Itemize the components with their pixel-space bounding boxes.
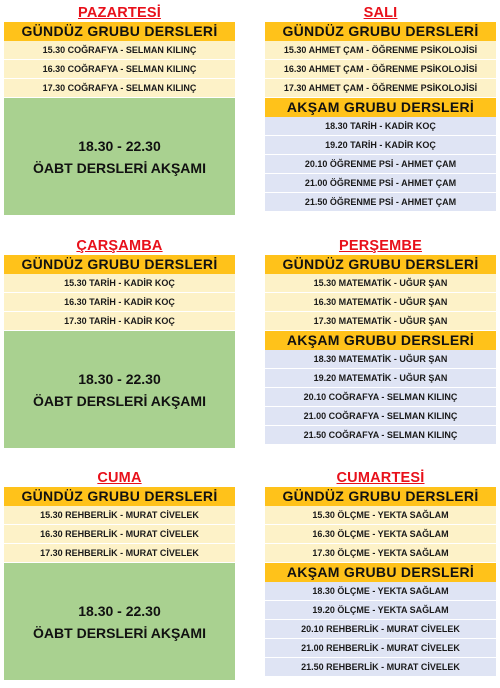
- evening-group-header: AKŞAM GRUBU DERSLERİ: [265, 563, 496, 582]
- lesson-row: 19.20 TARİH - KADİR KOÇ: [265, 136, 496, 155]
- lesson-row: 15.30 AHMET ÇAM - ÖĞRENME PSİKOLOJİSİ: [265, 41, 496, 60]
- lesson-row: 20.10 COĞRAFYA - SELMAN KILINÇ: [265, 388, 496, 407]
- day-block-cumartesi: [265, 470, 496, 677]
- lesson-row: 16.30 REHBERLİK - MURAT CİVELEK: [4, 525, 235, 544]
- lesson-row: 18.30 ÖLÇME - YEKTA SAĞLAM: [265, 582, 496, 601]
- oabt-evening-box: [4, 563, 235, 680]
- day-block-sali: [265, 5, 496, 212]
- day-title: PERŞEMBE: [339, 238, 422, 254]
- day-group-header: GÜNDÜZ GRUBU DERSLERİ: [4, 255, 235, 274]
- lesson-row: 17.30 MATEMATİK - UĞUR ŞAN: [265, 312, 496, 331]
- day-block-pazartesi: [4, 5, 235, 215]
- oabt-time: 18.30 - 22.30: [78, 370, 161, 387]
- oabt-name: ÖABT DERSLERİ AKŞAMI: [33, 159, 206, 176]
- oabt-name: ÖABT DERSLERİ AKŞAMI: [33, 392, 206, 409]
- lesson-row: 17.30 AHMET ÇAM - ÖĞRENME PSİKOLOJİSİ: [265, 79, 496, 98]
- day-title: PAZARTESİ: [78, 5, 161, 21]
- lesson-row: 16.30 MATEMATİK - UĞUR ŞAN: [265, 293, 496, 312]
- evening-group-header: AKŞAM GRUBU DERSLERİ: [265, 331, 496, 350]
- oabt-name: ÖABT DERSLERİ AKŞAMI: [33, 624, 206, 641]
- day-title: ÇARŞAMBA: [76, 238, 163, 254]
- oabt-time: 18.30 - 22.30: [78, 602, 161, 619]
- day-title: CUMARTESİ: [336, 470, 425, 486]
- lesson-row: 21.50 REHBERLİK - MURAT CİVELEK: [265, 658, 496, 677]
- lesson-row: 17.30 COĞRAFYA - SELMAN KILINÇ: [4, 79, 235, 98]
- lesson-row: 15.30 MATEMATİK - UĞUR ŞAN: [265, 274, 496, 293]
- lesson-row: 15.30 REHBERLİK - MURAT CİVELEK: [4, 506, 235, 525]
- lesson-row: 20.10 ÖĞRENME PSİ - AHMET ÇAM: [265, 155, 496, 174]
- evening-group-header: AKŞAM GRUBU DERSLERİ: [265, 98, 496, 117]
- lesson-row: 18.30 MATEMATİK - UĞUR ŞAN: [265, 350, 496, 369]
- lesson-row: 16.30 COĞRAFYA - SELMAN KILINÇ: [4, 60, 235, 79]
- day-group-header: GÜNDÜZ GRUBU DERSLERİ: [265, 22, 496, 41]
- lesson-row: 16.30 TARİH - KADİR KOÇ: [4, 293, 235, 312]
- day-block-cuma: [4, 470, 235, 680]
- lesson-row: 19.20 MATEMATİK - UĞUR ŞAN: [265, 369, 496, 388]
- lesson-row: 21.50 COĞRAFYA - SELMAN KILINÇ: [265, 426, 496, 445]
- day-block-carsamba: [4, 238, 235, 448]
- lesson-row: 17.30 TARİH - KADİR KOÇ: [4, 312, 235, 331]
- day-title: SALI: [363, 5, 398, 21]
- lesson-row: 16.30 ÖLÇME - YEKTA SAĞLAM: [265, 525, 496, 544]
- lesson-row: 18.30 TARİH - KADİR KOÇ: [265, 117, 496, 136]
- day-block-persembe: [265, 238, 496, 445]
- lesson-row: 21.50 ÖĞRENME PSİ - AHMET ÇAM: [265, 193, 496, 212]
- oabt-evening-box: [4, 331, 235, 448]
- lesson-row: 15.30 COĞRAFYA - SELMAN KILINÇ: [4, 41, 235, 60]
- day-group-header: GÜNDÜZ GRUBU DERSLERİ: [4, 487, 235, 506]
- lesson-row: 15.30 TARİH - KADİR KOÇ: [4, 274, 235, 293]
- day-group-header: GÜNDÜZ GRUBU DERSLERİ: [265, 255, 496, 274]
- day-title: CUMA: [97, 470, 142, 486]
- lesson-row: 21.00 REHBERLİK - MURAT CİVELEK: [265, 639, 496, 658]
- lesson-row: 17.30 ÖLÇME - YEKTA SAĞLAM: [265, 544, 496, 563]
- oabt-evening-box: [4, 98, 235, 215]
- lesson-row: 17.30 REHBERLİK - MURAT CİVELEK: [4, 544, 235, 563]
- lesson-row: 15.30 ÖLÇME - YEKTA SAĞLAM: [265, 506, 496, 525]
- day-group-header: GÜNDÜZ GRUBU DERSLERİ: [4, 22, 235, 41]
- oabt-time: 18.30 - 22.30: [78, 137, 161, 154]
- lesson-row: 20.10 REHBERLİK - MURAT CİVELEK: [265, 620, 496, 639]
- day-group-header: GÜNDÜZ GRUBU DERSLERİ: [265, 487, 496, 506]
- lesson-row: 21.00 ÖĞRENME PSİ - AHMET ÇAM: [265, 174, 496, 193]
- lesson-row: 16.30 AHMET ÇAM - ÖĞRENME PSİKOLOJİSİ: [265, 60, 496, 79]
- lesson-row: 21.00 COĞRAFYA - SELMAN KILINÇ: [265, 407, 496, 426]
- lesson-row: 19.20 ÖLÇME - YEKTA SAĞLAM: [265, 601, 496, 620]
